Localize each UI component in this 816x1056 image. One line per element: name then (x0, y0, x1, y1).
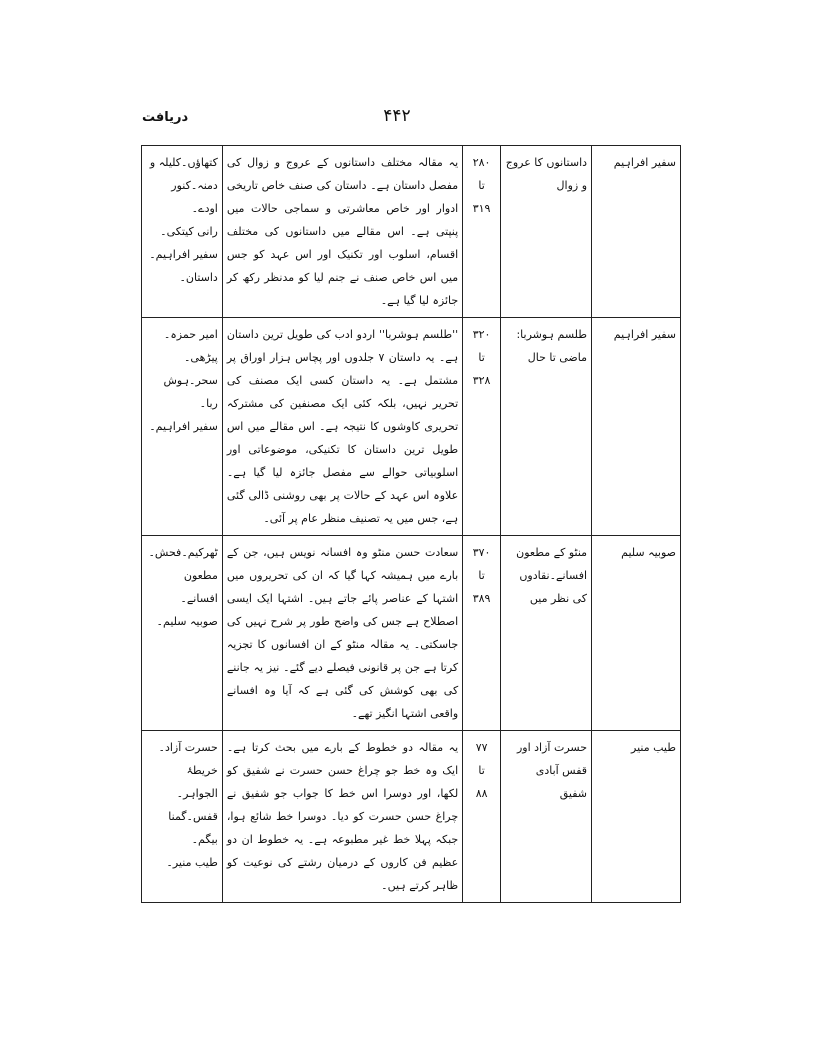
keyword: امیر حمزہ۔پیڑھی۔ (163, 328, 218, 364)
title-cell: حسرت آزاد اور قفس آبادی شفیق (501, 731, 592, 903)
keywords-cell (142, 318, 223, 536)
keyword: طیب منیر۔ (166, 856, 218, 869)
page-to: تا (478, 569, 485, 582)
keyword: صوبیہ سلیم۔ (156, 615, 218, 628)
keyword: خریطۂ الجواہر۔ (176, 764, 218, 800)
author-cell: سفیر افراہیم (592, 146, 681, 318)
page-end: ۸۸ (475, 787, 488, 800)
keywords-cell (142, 146, 223, 318)
journal-name: دریافت (142, 110, 189, 125)
keyword: حسرت آزاد۔ (158, 741, 218, 754)
page-start: ۲۸۰ (472, 156, 491, 169)
article-index-table (141, 145, 681, 903)
page-start: ۷۷ (475, 741, 488, 754)
abstract-cell: ''طلسم ہوشربا'' اردو ادب کی طویل ترین داستان ہے۔ یہ داستان ۷ جلدوں اور پچاس ہزار اوراق پر مشتمل ہے۔ یہ داستان کسی ایک مصنف کی تحریر نہیں، بلکہ کئی ایک مصنفین کی مشترکہ تحریری کاوشوں کا نتیجہ ہے۔ اس مقالے میں اس طویل ترین داستان کا تکنیکی، موضوعاتی اور اسلوبیاتی حوالے سے مفصل جائزہ لیا گیا ہے۔ علاوہ اس عہد کے حالات پر بھی روشنی ڈالی گئی ہے، جس میں یہ تصنیف منظر عام پر آئی۔ (222, 318, 462, 536)
abstract-cell: یہ مقالہ مختلف داستانوں کے عروج و زوال کی مفصل داستان ہے۔ داستان کی صنف خاص تاریخی ادوار اور خاص معاشرتی و سماجی حالات میں پنپتی ہے۔ اس مقالے میں داستانوں کی مختلف اقسام، اسلوب اور تکنیک اور اس عہد کو جس میں اس خاص صنف نے جنم لیا کو مدنظر رکھ کر جائزہ لیا گیا ہے۔ (222, 146, 462, 318)
keyword: قفس۔گمنا بیگم۔ (168, 810, 218, 846)
title-cell: منٹو کے مطعون افسانے۔نقادوں کی نظر میں (501, 536, 592, 731)
keyword: مطعون افسانے۔ (180, 569, 218, 605)
page-number: ۴۴۲ (383, 106, 411, 126)
page-start: ۳۲۰ (472, 328, 491, 341)
table-row (142, 731, 681, 903)
pages-cell (463, 731, 501, 903)
table-row (142, 536, 681, 731)
author-cell: صوبیہ سلیم (592, 536, 681, 731)
keyword: اودے۔ (191, 202, 218, 215)
pages-cell (463, 146, 501, 318)
pages-cell (463, 318, 501, 536)
abstract-cell: سعادت حسن منٹو وہ افسانہ نویس ہیں، جن کے بارے میں ہمیشہ کہا گیا کہ ان کی تحریروں میں اشتہا کے عناصر پائے جاتے ہیں۔ اشتہا ایک ایسی اصطلاح ہے جس کی واضح طور پر شرح نہیں کی جاسکتی۔ یہ مقالہ منٹو کے ان افسانوں کا تجزیہ کرتا ہے جن پر قانونی فیصلے دیے گئے۔ نیز یہ جاننے کی بھی کوشش کی گئی ہے کہ آیا وہ افسانے واقعی اشتہا انگیز تھے۔ (222, 536, 462, 731)
table-row (142, 318, 681, 536)
keywords-cell (142, 536, 223, 731)
keywords-cell (142, 731, 223, 903)
page-start: ۳۷۰ (472, 546, 491, 559)
page-end: ۳۲۸ (472, 374, 491, 387)
keyword: رانی کیتکی۔ (160, 225, 218, 238)
keyword: سفیر افراہیم۔ (149, 420, 218, 433)
keyword: سحر۔ہوش ربا۔ (163, 374, 218, 410)
abstract-cell: یہ مقالہ دو خطوط کے بارے میں بحث کرتا ہے۔ ایک وہ خط جو چراغ حسن حسرت نے شفیق کو لکھا، اور دوسرا اس خط کا جواب جو شفیق نے چراغ حسن حسرت کو دیا۔ دوسرا خط شائع ہوا، جبکہ پہلا خط غیر مطبوعہ ہے۔ یہ خطوط ان دو عظیم فن کاروں کے درمیان رشتے کی نوعیت کو ظاہر کرتے ہیں۔ (222, 731, 462, 903)
keyword: ٹھرکیم۔فحش۔ (148, 546, 218, 559)
page-end: ۳۱۹ (472, 202, 491, 215)
page-to: تا (478, 179, 485, 192)
title-cell: طلسم ہوشربا: ماضی تا حال (501, 318, 592, 536)
author-cell: طیب منیر (592, 731, 681, 903)
page-end: ۳۸۹ (472, 592, 491, 605)
page-to: تا (478, 351, 485, 364)
pages-cell (463, 536, 501, 731)
page-to: تا (478, 764, 485, 777)
keyword: دمنہ۔کنور (171, 179, 218, 192)
keyword: کتھاؤں۔کلیلہ و (149, 156, 218, 169)
keyword: داستان۔ (179, 271, 218, 284)
author-cell: سفیر افراہیم (592, 318, 681, 536)
title-cell: داستانوں کا عروج و زوال (501, 146, 592, 318)
table-row (142, 146, 681, 318)
keyword: سفیر افراہیم۔ (149, 248, 218, 261)
